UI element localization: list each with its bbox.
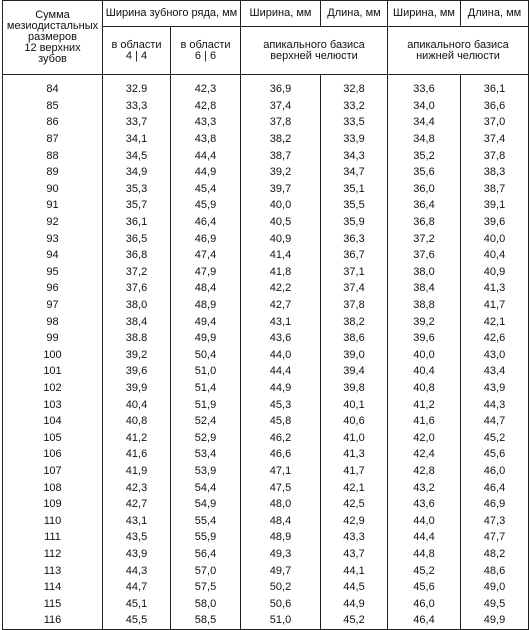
value-cell: 36,7 bbox=[321, 247, 388, 264]
value-cell: 46,0 bbox=[461, 463, 529, 480]
sum-cell: 111 bbox=[3, 529, 103, 546]
value-cell: 35,7 bbox=[103, 197, 171, 214]
value-cell: 37,8 bbox=[321, 297, 388, 314]
sum-cell: 84 bbox=[3, 75, 103, 98]
value-cell: 36,5 bbox=[103, 230, 171, 247]
value-cell: 38,2 bbox=[321, 313, 388, 330]
value-cell: 43,6 bbox=[241, 330, 321, 347]
sum-header-line: зубов bbox=[38, 53, 67, 65]
value-cell: 39,6 bbox=[388, 330, 461, 347]
sum-cell: 99 bbox=[3, 330, 103, 347]
table-row bbox=[3, 347, 529, 364]
value-cell: 42,7 bbox=[103, 496, 171, 513]
value-cell: 36,4 bbox=[388, 197, 461, 214]
value-cell: 44,3 bbox=[103, 562, 171, 579]
value-cell: 46,4 bbox=[171, 214, 241, 231]
table-row bbox=[3, 463, 529, 480]
value-cell: 45,9 bbox=[171, 197, 241, 214]
sum-header-line: мезиодистальных bbox=[6, 20, 99, 32]
sum-header-line: размеров bbox=[28, 31, 77, 43]
value-cell: 48,2 bbox=[461, 546, 529, 563]
value-cell: 40,4 bbox=[461, 247, 529, 264]
value-cell: 46,4 bbox=[461, 479, 529, 496]
value-cell: 56,4 bbox=[171, 546, 241, 563]
value-cell: 45,6 bbox=[461, 446, 529, 463]
value-cell: 36,0 bbox=[388, 181, 461, 198]
value-cell: 43,7 bbox=[321, 546, 388, 563]
value-cell: 40,8 bbox=[103, 413, 171, 430]
table-row bbox=[3, 429, 529, 446]
value-cell: 43,1 bbox=[241, 313, 321, 330]
value-cell: 33,7 bbox=[103, 114, 171, 131]
value-cell: 41,3 bbox=[321, 446, 388, 463]
value-cell: 57,5 bbox=[171, 579, 241, 596]
area-66-line: в области bbox=[180, 38, 231, 51]
value-cell: 43,3 bbox=[171, 114, 241, 131]
upper-width-header: Ширина, мм bbox=[241, 1, 321, 27]
table-row bbox=[3, 214, 529, 231]
value-cell: 37,8 bbox=[241, 114, 321, 131]
value-cell: 38,7 bbox=[241, 147, 321, 164]
lower-base-header bbox=[388, 27, 529, 75]
value-cell: 43,5 bbox=[103, 529, 171, 546]
value-cell: 44,3 bbox=[461, 396, 529, 413]
value-cell: 42,8 bbox=[388, 463, 461, 480]
value-cell: 40,8 bbox=[388, 380, 461, 397]
value-cell: 34,0 bbox=[388, 98, 461, 115]
value-cell: 49,9 bbox=[171, 330, 241, 347]
value-cell: 41,9 bbox=[103, 463, 171, 480]
lower-length-header: Длина, мм bbox=[461, 1, 529, 27]
table-body bbox=[3, 75, 529, 630]
value-cell: 49,7 bbox=[241, 562, 321, 579]
value-cell: 39,0 bbox=[321, 347, 388, 364]
table-row bbox=[3, 131, 529, 148]
value-cell: 57,0 bbox=[171, 562, 241, 579]
table-row bbox=[3, 264, 529, 281]
value-cell: 39,8 bbox=[321, 380, 388, 397]
value-cell: 55,9 bbox=[171, 529, 241, 546]
table-row bbox=[3, 313, 529, 330]
value-cell: 37,4 bbox=[461, 131, 529, 148]
value-cell: 39,7 bbox=[241, 181, 321, 198]
value-cell: 47,1 bbox=[241, 463, 321, 480]
value-cell: 52,9 bbox=[171, 429, 241, 446]
value-cell: 38,8 bbox=[388, 297, 461, 314]
value-cell: 33,5 bbox=[321, 114, 388, 131]
value-cell: 44,0 bbox=[241, 347, 321, 364]
value-cell: 46,9 bbox=[171, 230, 241, 247]
lower-base-line: нижней челюсти bbox=[416, 49, 500, 62]
value-cell: 38,0 bbox=[103, 297, 171, 314]
sum-cell: 88 bbox=[3, 147, 103, 164]
value-cell: 33,6 bbox=[388, 75, 461, 98]
sum-cell: 90 bbox=[3, 181, 103, 198]
upper-base-header bbox=[241, 27, 388, 75]
table-row bbox=[3, 247, 529, 264]
value-cell: 49,5 bbox=[461, 595, 529, 612]
sum-cell: 104 bbox=[3, 413, 103, 430]
value-cell: 48,6 bbox=[461, 562, 529, 579]
value-cell: 44,8 bbox=[388, 546, 461, 563]
value-cell: 45,5 bbox=[103, 612, 171, 629]
lower-base-line: апикального базиса bbox=[407, 38, 509, 51]
value-cell: 50,6 bbox=[241, 595, 321, 612]
table-row bbox=[3, 529, 529, 546]
value-cell: 41,2 bbox=[388, 396, 461, 413]
value-cell: 44,0 bbox=[388, 512, 461, 529]
value-cell: 50,4 bbox=[171, 347, 241, 364]
sum-cell: 102 bbox=[3, 380, 103, 397]
value-cell: 49,3 bbox=[241, 546, 321, 563]
value-cell: 49,4 bbox=[171, 313, 241, 330]
value-cell: 39,2 bbox=[241, 164, 321, 181]
value-cell: 43,3 bbox=[321, 529, 388, 546]
sum-cell: 112 bbox=[3, 546, 103, 563]
sum-header-line: Сумма bbox=[35, 9, 70, 21]
sum-cell: 106 bbox=[3, 446, 103, 463]
sum-cell: 87 bbox=[3, 131, 103, 148]
value-cell: 34,9 bbox=[103, 164, 171, 181]
value-cell: 42,2 bbox=[241, 280, 321, 297]
value-cell: 39,6 bbox=[461, 214, 529, 231]
value-cell: 42,6 bbox=[461, 330, 529, 347]
sum-cell: 94 bbox=[3, 247, 103, 264]
value-cell: 40,4 bbox=[103, 396, 171, 413]
value-cell: 42,5 bbox=[321, 496, 388, 513]
table-row bbox=[3, 147, 529, 164]
value-cell: 42,3 bbox=[103, 479, 171, 496]
value-cell: 37,2 bbox=[103, 264, 171, 281]
value-cell: 37,2 bbox=[388, 230, 461, 247]
sum-cell: 95 bbox=[3, 264, 103, 281]
value-cell: 32,8 bbox=[321, 75, 388, 98]
table-row bbox=[3, 562, 529, 579]
value-cell: 42,9 bbox=[321, 512, 388, 529]
value-cell: 34,3 bbox=[321, 147, 388, 164]
value-cell: 34,5 bbox=[103, 147, 171, 164]
value-cell: 44,9 bbox=[321, 595, 388, 612]
value-cell: 46,0 bbox=[388, 595, 461, 612]
value-cell: 47,4 bbox=[171, 247, 241, 264]
sum-header bbox=[3, 1, 103, 75]
sum-cell: 115 bbox=[3, 595, 103, 612]
sum-header-line: 12 верхних bbox=[24, 42, 81, 54]
value-cell: 39,9 bbox=[103, 380, 171, 397]
value-cell: 37,0 bbox=[461, 114, 529, 131]
value-cell: 48,4 bbox=[171, 280, 241, 297]
sum-cell: 98 bbox=[3, 313, 103, 330]
value-cell: 48,9 bbox=[171, 297, 241, 314]
value-cell: 40,9 bbox=[241, 230, 321, 247]
value-cell: 44,9 bbox=[171, 164, 241, 181]
value-cell: 52,4 bbox=[171, 413, 241, 430]
value-cell: 46,6 bbox=[241, 446, 321, 463]
value-cell: 49,9 bbox=[461, 612, 529, 629]
value-cell: 51,0 bbox=[171, 363, 241, 380]
value-cell: 44,4 bbox=[171, 147, 241, 164]
value-cell: 45,4 bbox=[171, 181, 241, 198]
value-cell: 43,4 bbox=[461, 363, 529, 380]
value-cell: 38,3 bbox=[461, 164, 529, 181]
value-cell: 41,4 bbox=[241, 247, 321, 264]
value-cell: 47,5 bbox=[241, 479, 321, 496]
table-row bbox=[3, 512, 529, 529]
value-cell: 38,7 bbox=[461, 181, 529, 198]
value-cell: 45,2 bbox=[321, 612, 388, 629]
table-row bbox=[3, 230, 529, 247]
value-cell: 41,3 bbox=[461, 280, 529, 297]
sum-cell: 116 bbox=[3, 612, 103, 629]
table-row bbox=[3, 546, 529, 563]
value-cell: 37,8 bbox=[461, 147, 529, 164]
value-cell: 36,8 bbox=[388, 214, 461, 231]
value-cell: 41,7 bbox=[321, 463, 388, 480]
table-row bbox=[3, 98, 529, 115]
value-cell: 46,9 bbox=[461, 496, 529, 513]
table-row bbox=[3, 413, 529, 430]
value-cell: 37,6 bbox=[103, 280, 171, 297]
value-cell: 45,3 bbox=[241, 396, 321, 413]
value-cell: 47,9 bbox=[171, 264, 241, 281]
value-cell: 46,4 bbox=[388, 612, 461, 629]
upper-base-line: верхней челюсти bbox=[270, 49, 358, 62]
value-cell: 37,6 bbox=[388, 247, 461, 264]
table-row bbox=[3, 197, 529, 214]
value-cell: 43,6 bbox=[388, 496, 461, 513]
area-44-line: в области bbox=[111, 38, 162, 51]
value-cell: 38,2 bbox=[241, 131, 321, 148]
value-cell: 48,4 bbox=[241, 512, 321, 529]
value-cell: 41,0 bbox=[321, 429, 388, 446]
value-cell: 42,1 bbox=[461, 313, 529, 330]
sum-cell: 103 bbox=[3, 396, 103, 413]
value-cell: 38,4 bbox=[103, 313, 171, 330]
sum-cell: 93 bbox=[3, 230, 103, 247]
value-cell: 42,4 bbox=[388, 446, 461, 463]
value-cell: 42,3 bbox=[171, 75, 241, 98]
value-cell: 42,7 bbox=[241, 297, 321, 314]
value-cell: 55,4 bbox=[171, 512, 241, 529]
value-cell: 34,1 bbox=[103, 131, 171, 148]
value-cell: 36,3 bbox=[321, 230, 388, 247]
value-cell: 42,0 bbox=[388, 429, 461, 446]
sum-cell: 109 bbox=[3, 496, 103, 513]
value-cell: 44,7 bbox=[461, 413, 529, 430]
value-cell: 40,0 bbox=[241, 197, 321, 214]
value-cell: 37,4 bbox=[321, 280, 388, 297]
table-row bbox=[3, 297, 529, 314]
value-cell: 35,6 bbox=[388, 164, 461, 181]
sum-cell: 97 bbox=[3, 297, 103, 314]
sum-cell: 110 bbox=[3, 512, 103, 529]
value-cell: 36,1 bbox=[103, 214, 171, 231]
value-cell: 38.8 bbox=[103, 330, 171, 347]
value-cell: 36,9 bbox=[241, 75, 321, 98]
sum-cell: 105 bbox=[3, 429, 103, 446]
value-cell: 40,4 bbox=[388, 363, 461, 380]
sum-cell: 92 bbox=[3, 214, 103, 231]
table-row bbox=[3, 164, 529, 181]
table-container bbox=[2, 0, 528, 630]
value-cell: 43,1 bbox=[103, 512, 171, 529]
value-cell: 43,9 bbox=[461, 380, 529, 397]
tooth-row-width-header: Ширина зубного ряда, мм bbox=[103, 1, 241, 27]
value-cell: 41,8 bbox=[241, 264, 321, 281]
area-44-header bbox=[103, 27, 171, 75]
value-cell: 43,9 bbox=[103, 546, 171, 563]
value-cell: 39,4 bbox=[321, 363, 388, 380]
value-cell: 40,5 bbox=[241, 214, 321, 231]
dental-arch-table bbox=[2, 0, 529, 630]
value-cell: 51,4 bbox=[171, 380, 241, 397]
value-cell: 54,9 bbox=[171, 496, 241, 513]
area-66-line: 6 | 6 bbox=[194, 49, 217, 62]
upper-base-line: апикального базиса bbox=[263, 38, 365, 51]
value-cell: 44,4 bbox=[241, 363, 321, 380]
value-cell: 58,0 bbox=[171, 595, 241, 612]
value-cell: 43,8 bbox=[171, 131, 241, 148]
value-cell: 42,8 bbox=[171, 98, 241, 115]
table-header bbox=[3, 1, 529, 75]
sum-cell: 113 bbox=[3, 562, 103, 579]
value-cell: 39,2 bbox=[103, 347, 171, 364]
value-cell: 43,0 bbox=[461, 347, 529, 364]
value-cell: 41,6 bbox=[103, 446, 171, 463]
value-cell: 44,7 bbox=[103, 579, 171, 596]
value-cell: 38,4 bbox=[388, 280, 461, 297]
table-row bbox=[3, 75, 529, 98]
sum-cell: 89 bbox=[3, 164, 103, 181]
value-cell: 45,6 bbox=[388, 579, 461, 596]
area-44-line: 4 | 4 bbox=[125, 49, 148, 62]
upper-length-header: Длина, мм bbox=[321, 1, 388, 27]
value-cell: 50,2 bbox=[241, 579, 321, 596]
value-cell: 39,2 bbox=[388, 313, 461, 330]
value-cell: 35,1 bbox=[321, 181, 388, 198]
value-cell: 32.9 bbox=[103, 75, 171, 98]
value-cell: 40,6 bbox=[321, 413, 388, 430]
table-row bbox=[3, 595, 529, 612]
table-row bbox=[3, 280, 529, 297]
table-row bbox=[3, 496, 529, 513]
table-row bbox=[3, 380, 529, 397]
value-cell: 33,2 bbox=[321, 98, 388, 115]
value-cell: 41,2 bbox=[103, 429, 171, 446]
value-cell: 43,2 bbox=[388, 479, 461, 496]
value-cell: 45,8 bbox=[241, 413, 321, 430]
table-row bbox=[3, 396, 529, 413]
sum-cell: 96 bbox=[3, 280, 103, 297]
value-cell: 34,7 bbox=[321, 164, 388, 181]
value-cell: 36,8 bbox=[103, 247, 171, 264]
table-row bbox=[3, 446, 529, 463]
value-cell: 35,3 bbox=[103, 181, 171, 198]
value-cell: 44,5 bbox=[321, 579, 388, 596]
value-cell: 33,3 bbox=[103, 98, 171, 115]
value-cell: 46,2 bbox=[241, 429, 321, 446]
value-cell: 48,9 bbox=[241, 529, 321, 546]
sum-cell: 85 bbox=[3, 98, 103, 115]
table-row bbox=[3, 181, 529, 198]
value-cell: 37,1 bbox=[321, 264, 388, 281]
value-cell: 54,4 bbox=[171, 479, 241, 496]
value-cell: 39,1 bbox=[461, 197, 529, 214]
value-cell: 45,2 bbox=[388, 562, 461, 579]
value-cell: 53,9 bbox=[171, 463, 241, 480]
value-cell: 49,0 bbox=[461, 579, 529, 596]
table-row bbox=[3, 363, 529, 380]
sum-cell: 108 bbox=[3, 479, 103, 496]
value-cell: 41,6 bbox=[388, 413, 461, 430]
value-cell: 58,5 bbox=[171, 612, 241, 629]
sum-cell: 101 bbox=[3, 363, 103, 380]
value-cell: 38,6 bbox=[321, 330, 388, 347]
value-cell: 34,4 bbox=[388, 114, 461, 131]
value-cell: 42,1 bbox=[321, 479, 388, 496]
value-cell: 47,3 bbox=[461, 512, 529, 529]
sum-cell: 114 bbox=[3, 579, 103, 596]
lower-width-header: Ширина, мм bbox=[388, 1, 461, 27]
value-cell: 44,9 bbox=[241, 380, 321, 397]
value-cell: 40,9 bbox=[461, 264, 529, 281]
value-cell: 36,1 bbox=[461, 75, 529, 98]
table-row bbox=[3, 114, 529, 131]
value-cell: 35,9 bbox=[321, 214, 388, 231]
area-66-header bbox=[171, 27, 241, 75]
sum-cell: 107 bbox=[3, 463, 103, 480]
table-row bbox=[3, 612, 529, 629]
value-cell: 35,2 bbox=[388, 147, 461, 164]
value-cell: 33,9 bbox=[321, 131, 388, 148]
sum-cell: 86 bbox=[3, 114, 103, 131]
value-cell: 45,1 bbox=[103, 595, 171, 612]
sum-cell: 91 bbox=[3, 197, 103, 214]
value-cell: 39,6 bbox=[103, 363, 171, 380]
value-cell: 44,4 bbox=[388, 529, 461, 546]
value-cell: 51,9 bbox=[171, 396, 241, 413]
value-cell: 44,1 bbox=[321, 562, 388, 579]
sum-cell: 100 bbox=[3, 347, 103, 364]
value-cell: 51,0 bbox=[241, 612, 321, 629]
table-row bbox=[3, 479, 529, 496]
value-cell: 37,4 bbox=[241, 98, 321, 115]
value-cell: 41,7 bbox=[461, 297, 529, 314]
value-cell: 47,7 bbox=[461, 529, 529, 546]
table-row bbox=[3, 330, 529, 347]
value-cell: 48,0 bbox=[241, 496, 321, 513]
value-cell: 53,4 bbox=[171, 446, 241, 463]
value-cell: 35,5 bbox=[321, 197, 388, 214]
value-cell: 34,8 bbox=[388, 131, 461, 148]
table-row bbox=[3, 579, 529, 596]
value-cell: 45,2 bbox=[461, 429, 529, 446]
value-cell: 40,0 bbox=[388, 347, 461, 364]
value-cell: 38,0 bbox=[388, 264, 461, 281]
value-cell: 40,1 bbox=[321, 396, 388, 413]
value-cell: 36,6 bbox=[461, 98, 529, 115]
value-cell: 40,0 bbox=[461, 230, 529, 247]
